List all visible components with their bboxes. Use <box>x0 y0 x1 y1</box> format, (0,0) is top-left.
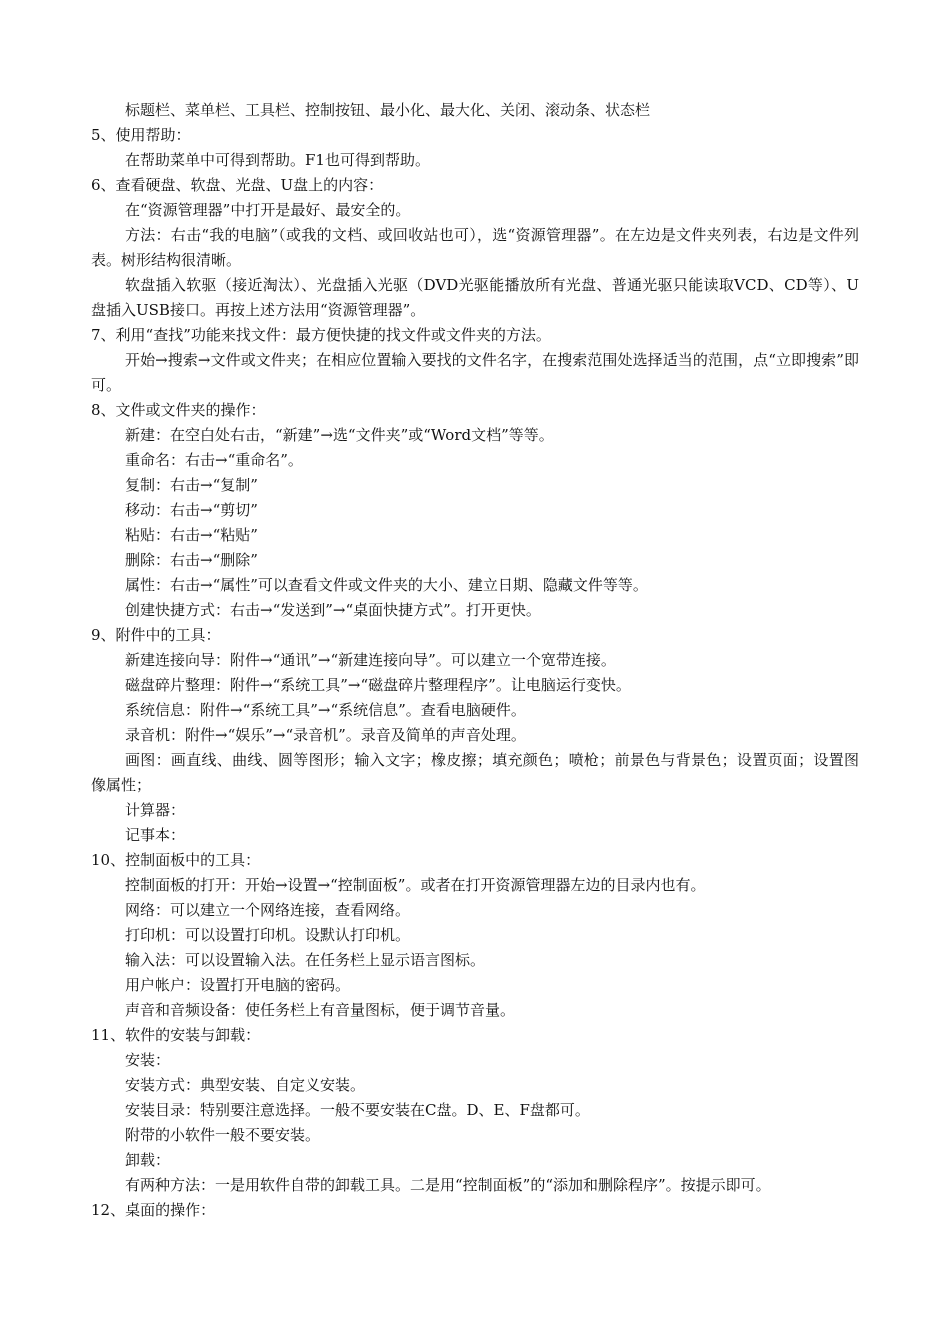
section-heading: 10、控制面板中的工具： <box>91 851 261 869</box>
paragraph: 新建连接向导：附件→“通讯”→“新建连接向导”。可以建立一个宽带连接。 <box>125 651 616 669</box>
paragraph: 移动：右击→“剪切” <box>125 501 258 519</box>
paragraph: 删除：右击→“删除” <box>125 551 258 569</box>
section-heading: 8、文件或文件夹的操作： <box>91 401 266 419</box>
paragraph: 磁盘碎片整理：附件→“系统工具”→“磁盘碎片整理程序”。让电脑运行变快。 <box>125 676 631 694</box>
paragraph: 复制：右击→“复制” <box>125 476 258 494</box>
section-heading: 6、查看硬盘、软盘、光盘、U盘上的内容： <box>91 176 384 194</box>
section-heading: 11、软件的安装与卸载： <box>91 1026 261 1044</box>
paragraph: 安装： <box>125 1051 171 1069</box>
paragraph: 开始→搜索→文件或文件夹；在相应位置输入要找的文件名字，在搜索范围处选择适当的范围，点“立即搜索”即可。 <box>91 351 859 394</box>
paragraph: 系统信息：附件→“系统工具”→“系统信息”。查看电脑硬件。 <box>125 701 526 719</box>
section-heading: 7、利用“查找”功能来找文件：最方便快捷的找文件或文件夹的方法。 <box>91 326 551 344</box>
paragraph: 附带的小软件一般不要安装。 <box>125 1126 321 1144</box>
paragraph: 软盘插入软驱（接近淘汰）、光盘插入光驱（DVD光驱能播放所有光盘、普通光驱只能读取VCD、CD等）、U盘插入USB接口。再按上述方法用“资源管理器”。 <box>91 276 859 319</box>
document-page <box>91 98 859 1223</box>
section-heading: 12、桌面的操作： <box>91 1201 216 1219</box>
paragraph: 录音机：附件→“娱乐”→“录音机”。录音及简单的声音处理。 <box>125 726 526 744</box>
paragraph: 画图：画直线、曲线、圆等图形；输入文字；橡皮擦；填充颜色；喷枪；前景色与背景色；设置页面；设置图像属性； <box>91 751 859 794</box>
paragraph: 在帮助菜单中可得到帮助。F1也可得到帮助。 <box>125 151 430 169</box>
paragraph: 网络：可以建立一个网络连接，查看网络。 <box>125 901 411 919</box>
section-heading: 5、使用帮助： <box>91 126 191 144</box>
paragraph: 标题栏、菜单栏、工具栏、控制按钮、最小化、最大化、关闭、滚动条、状态栏 <box>125 101 651 119</box>
paragraph: 有两种方法：一是用软件自带的卸载工具。二是用“控制面板”的“添加和删除程序”。按提示即可。 <box>125 1176 771 1194</box>
paragraph: 安装方式：典型安装、自定义安装。 <box>125 1076 366 1094</box>
paragraph: 控制面板的打开：开始→设置→“控制面板”。或者在打开资源管理器左边的目录内也有。 <box>125 876 706 894</box>
paragraph: 用户帐户：设置打开电脑的密码。 <box>125 976 351 994</box>
paragraph: 输入法：可以设置输入法。在任务栏上显示语言图标。 <box>125 951 486 969</box>
paragraph: 记事本： <box>125 826 186 844</box>
paragraph: 方法：右击“我的电脑”（或我的文档、或回收站也可），选“资源管理器”。在左边是文件夹列表，右边是文件列表。树形结构很清晰。 <box>91 226 859 269</box>
paragraph: 在“资源管理器”中打开是最好、最安全的。 <box>125 201 411 219</box>
paragraph: 打印机：可以设置打印机。设默认打印机。 <box>125 926 411 944</box>
paragraph: 计算器： <box>125 801 186 819</box>
paragraph: 新建：在空白处右击，“新建”→选“文件夹”或“Word文档”等等。 <box>125 426 554 444</box>
paragraph: 安装目录：特别要注意选择。一般不要安装在C盘。D、E、F盘都可。 <box>125 1101 590 1119</box>
paragraph: 卸载： <box>125 1151 171 1169</box>
section-heading: 9、附件中的工具： <box>91 626 221 644</box>
paragraph: 创建快捷方式：右击→“发送到”→“桌面快捷方式”。打开更快。 <box>125 601 541 619</box>
paragraph: 声音和音频设备：使任务栏上有音量图标，便于调节音量。 <box>125 1001 516 1019</box>
paragraph: 粘贴：右击→“粘贴” <box>125 526 258 544</box>
paragraph: 重命名：右击→“重命名”。 <box>125 451 303 469</box>
paragraph: 属性：右击→“属性”可以查看文件或文件夹的大小、建立日期、隐藏文件等等。 <box>125 576 648 594</box>
